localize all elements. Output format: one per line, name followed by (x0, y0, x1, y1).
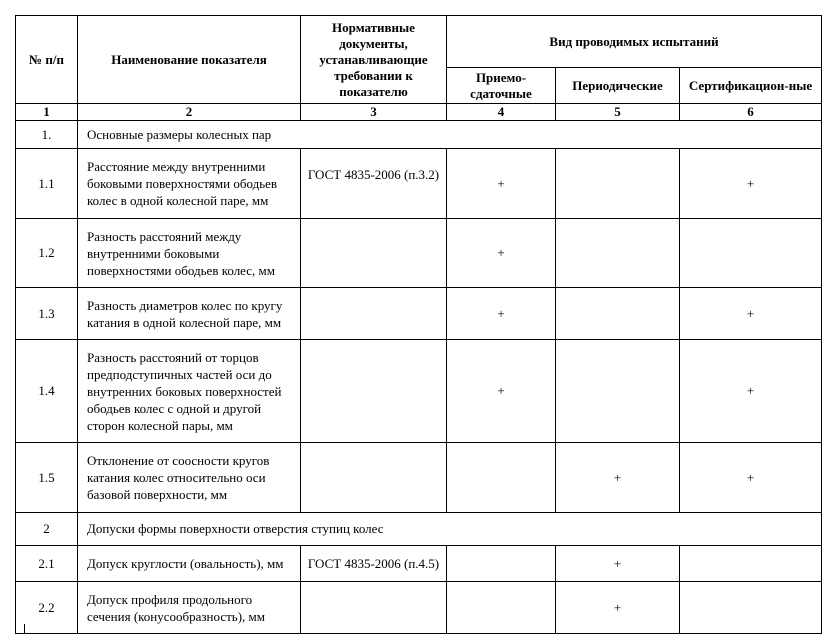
row-number: 1.1 (16, 149, 78, 219)
column-number: 5 (556, 104, 680, 121)
row-periodic-mark (556, 340, 680, 443)
row-acceptance-mark (447, 546, 556, 582)
row-acceptance-mark (447, 582, 556, 634)
row-periodic-mark: + (556, 546, 680, 582)
row-acceptance-mark: + (447, 288, 556, 340)
row-normative-doc: ГОСТ 4835-2006 (п.3.2) (301, 149, 447, 219)
table-row (16, 288, 822, 340)
header-periodic: Периодические (556, 68, 680, 104)
row-acceptance-mark: + (447, 149, 556, 219)
section-title: Основные размеры колесных пар (78, 121, 822, 149)
row-acceptance-mark (447, 443, 556, 513)
column-number: 3 (301, 104, 447, 121)
section-row (16, 513, 822, 546)
header-acceptance: Приемо-сдаточные (447, 68, 556, 104)
table-row (16, 546, 822, 582)
column-number: 1 (16, 104, 78, 121)
section-number: 1. (16, 121, 78, 149)
row-certification-mark: + (680, 443, 822, 513)
column-number: 4 (447, 104, 556, 121)
document-page (15, 15, 822, 634)
row-number: 1.5 (16, 443, 78, 513)
row-number: 2.2 (16, 582, 78, 634)
row-periodic-mark: + (556, 443, 680, 513)
row-number: 1.3 (16, 288, 78, 340)
section-row (16, 121, 822, 149)
row-periodic-mark: + (556, 582, 680, 634)
table-row (16, 443, 822, 513)
row-periodic-mark (556, 288, 680, 340)
row-acceptance-mark: + (447, 219, 556, 288)
row-normative-doc: ГОСТ 4835-2006 (п.4.5) (301, 546, 447, 582)
row-normative-doc (301, 219, 447, 288)
row-indicator-name: Расстояние между внутренними боковыми поверхностями ободьев колес в одной колесной паре, мм (78, 149, 301, 219)
header-row-top (16, 16, 822, 68)
row-certification-mark (680, 546, 822, 582)
row-certification-mark: + (680, 149, 822, 219)
table-row (16, 149, 822, 219)
row-number: 1.2 (16, 219, 78, 288)
row-normative-doc (301, 582, 447, 634)
table-row (16, 340, 822, 443)
header-number: № п/п (16, 16, 78, 104)
header-indicator-name: Наименование показателя (78, 16, 301, 104)
table-row (16, 219, 822, 288)
row-periodic-mark (556, 149, 680, 219)
row-certification-mark: + (680, 288, 822, 340)
row-indicator-name: Допуск профиля продольного сечения (конусообразность), мм (78, 582, 301, 634)
row-number: 2.1 (16, 546, 78, 582)
row-certification-mark (680, 582, 822, 634)
row-number: 1.4 (16, 340, 78, 443)
row-indicator-name: Отклонение от соосности кругов катания колес относительно оси базовой поверхности, мм (78, 443, 301, 513)
row-indicator-name: Разность расстояний между внутренними боковыми поверхностями ободьев колес, мм (78, 219, 301, 288)
column-number: 6 (680, 104, 822, 121)
header-normative-docs: Нормативные документы, устанавливающие требовании к показателю (301, 16, 447, 104)
test-requirements-table (15, 15, 822, 634)
row-periodic-mark (556, 219, 680, 288)
row-normative-doc (301, 443, 447, 513)
table-row (16, 582, 822, 634)
row-indicator-name: Разность диаметров колес по кругу катания в одной колесной паре, мм (78, 288, 301, 340)
section-number: 2 (16, 513, 78, 546)
column-numbers-row (16, 104, 822, 121)
section-title: Допуски формы поверхности отверстия ступиц колес (78, 513, 822, 546)
column-number: 2 (78, 104, 301, 121)
row-indicator-name: Разность расстояний от торцов предподступичных частей оси до внутренних боковых поверхностей ободьев колес с одной и другой сторон колесной пары, мм (78, 340, 301, 443)
header-certification: Сертификацион-ные (680, 68, 822, 104)
row-acceptance-mark: + (447, 340, 556, 443)
page-edge-mark (24, 624, 25, 633)
row-certification-mark (680, 219, 822, 288)
row-normative-doc (301, 340, 447, 443)
row-indicator-name: Допуск круглости (овальность), мм (78, 546, 301, 582)
row-certification-mark: + (680, 340, 822, 443)
header-test-types: Вид проводимых испытаний (447, 16, 822, 68)
row-normative-doc (301, 288, 447, 340)
